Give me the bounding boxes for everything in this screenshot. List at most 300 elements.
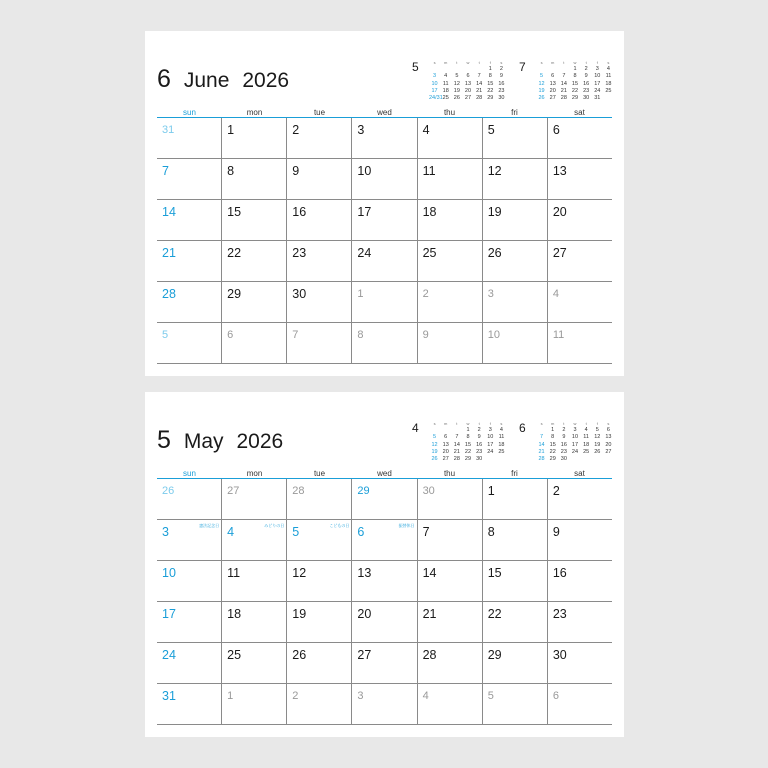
- mini-day: 15: [571, 80, 579, 87]
- mini-day: 5: [595, 427, 599, 434]
- mini-day: 13: [549, 80, 556, 87]
- day-cell: [286, 643, 351, 683]
- mini-day: [603, 95, 614, 102]
- mini-weekday: f: [596, 60, 598, 65]
- day-cell: [286, 561, 351, 601]
- week-row: [157, 282, 612, 323]
- mini-day: 28: [476, 95, 483, 102]
- day-cell: [221, 118, 286, 158]
- mini-day: 19: [594, 441, 601, 448]
- mini-day: 15: [549, 441, 556, 448]
- mini-day: [592, 456, 603, 463]
- day-number: 14: [422, 566, 437, 580]
- mini-day: [496, 456, 507, 463]
- day-number: 27: [357, 648, 372, 662]
- day-cell: [351, 159, 416, 199]
- mini-day: 31: [594, 95, 601, 102]
- day-cell: [351, 241, 416, 281]
- mini-calendar-table: [536, 59, 614, 102]
- mini-month-label: 5: [412, 60, 419, 74]
- weekday-header: wed: [377, 469, 392, 478]
- day-number: 1: [227, 690, 234, 702]
- week-row: [157, 479, 612, 520]
- mini-day: 29: [464, 456, 472, 463]
- mini-weekday: w: [573, 60, 577, 65]
- mini-day: 21: [538, 448, 545, 455]
- mini-day: [536, 427, 547, 434]
- mini-calendar-prev: [412, 59, 507, 102]
- mini-day: 7: [455, 434, 459, 441]
- mini-day: 16: [560, 441, 567, 448]
- day-cell: [417, 520, 482, 560]
- mini-weekday: f: [489, 60, 491, 65]
- day-number: 2: [292, 690, 299, 702]
- day-number: 5: [487, 690, 494, 702]
- day-number: 20: [357, 607, 372, 621]
- mini-day: 11: [605, 73, 612, 80]
- day-number: 18: [422, 205, 437, 219]
- month-name: June: [183, 69, 230, 92]
- day-cell: [482, 520, 547, 560]
- day-cell: [417, 241, 482, 281]
- day-cell: [417, 323, 482, 363]
- week-row: [157, 684, 612, 725]
- mini-day: [581, 456, 592, 463]
- day-cell: [351, 643, 416, 683]
- day-number: 18: [227, 607, 242, 621]
- day-cell: [417, 200, 482, 240]
- day-cell: [482, 561, 547, 601]
- day-cell: [417, 118, 482, 158]
- mini-calendar-table: [429, 420, 507, 463]
- mini-weekday: t: [585, 60, 587, 65]
- weekday-header: thu: [443, 108, 456, 117]
- mini-day: 7: [540, 434, 544, 441]
- calendar-sheet-may: [145, 392, 624, 737]
- mini-day: 17: [571, 441, 579, 448]
- day-number: 10: [357, 164, 372, 178]
- mini-day: 20: [549, 87, 556, 94]
- mini-day: 1: [466, 427, 470, 434]
- mini-day: 8: [488, 73, 492, 80]
- day-number: 20: [552, 205, 567, 219]
- mini-day: [474, 66, 485, 73]
- week-row: [157, 159, 612, 200]
- day-cell: [547, 602, 612, 642]
- day-number: 6: [357, 525, 365, 539]
- mini-calendar-next: [519, 420, 614, 463]
- mini-day: 15: [487, 80, 494, 87]
- day-cell: [157, 643, 221, 683]
- mini-day: 18: [583, 441, 590, 448]
- mini-day: 27: [464, 95, 472, 102]
- mini-day: 29: [571, 95, 579, 102]
- mini-day: 11: [498, 434, 505, 441]
- year: 2026: [242, 69, 290, 92]
- month-name: May: [183, 430, 224, 453]
- mini-weekday: f: [489, 421, 491, 426]
- day-cell: [417, 684, 482, 724]
- mini-day: [558, 66, 569, 73]
- mini-day: 3: [595, 66, 599, 73]
- mini-day: 21: [560, 87, 567, 94]
- day-cell: [351, 684, 416, 724]
- day-cell: [286, 479, 351, 519]
- mini-weekday: w: [466, 60, 470, 65]
- holiday-cell: [351, 520, 416, 560]
- month-grid: [157, 470, 612, 725]
- day-cell: [482, 643, 547, 683]
- mini-day: [451, 427, 462, 434]
- calendar-title: [157, 426, 283, 455]
- day-cell: [221, 282, 286, 322]
- day-cell: [157, 323, 221, 363]
- day-cell: [286, 159, 351, 199]
- mini-day: 12: [538, 80, 545, 87]
- mini-day: 21: [476, 87, 483, 94]
- day-number: 8: [227, 164, 235, 178]
- day-number: 13: [357, 566, 372, 580]
- day-cell: [482, 159, 547, 199]
- day-cell: [286, 282, 351, 322]
- day-cell: [286, 118, 351, 158]
- mini-day: 18: [605, 80, 612, 87]
- mini-day: 15: [464, 441, 472, 448]
- day-cell: [286, 241, 351, 281]
- mini-day: 30: [560, 456, 567, 463]
- mini-weekday: s: [433, 60, 436, 65]
- mini-calendar-next: [519, 59, 614, 102]
- day-cell: [221, 684, 286, 724]
- day-number: 12: [487, 164, 502, 178]
- mini-weekday: w: [466, 421, 470, 426]
- mini-day: 4: [584, 427, 588, 434]
- mini-day: [429, 66, 440, 73]
- day-number: 29: [227, 287, 242, 301]
- mini-day: 30: [498, 95, 505, 102]
- mini-day: [569, 456, 580, 463]
- mini-day: 25: [442, 95, 449, 102]
- week-row: [157, 602, 612, 643]
- day-cell: [286, 323, 351, 363]
- year: 2026: [236, 430, 284, 453]
- mini-day: 10: [594, 73, 601, 80]
- day-cell: [221, 159, 286, 199]
- mini-day: 2: [562, 427, 566, 434]
- day-number: 22: [227, 246, 242, 260]
- mini-day: 20: [605, 441, 612, 448]
- mini-day: 10: [431, 80, 438, 87]
- mini-weekday: t: [456, 421, 458, 426]
- day-number: 30: [292, 287, 307, 301]
- mini-day: 5: [433, 434, 437, 441]
- day-cell: [547, 159, 612, 199]
- mini-day: 13: [464, 80, 472, 87]
- day-cell: [286, 200, 351, 240]
- day-cell: [221, 561, 286, 601]
- day-cell: [482, 200, 547, 240]
- calendar-sheet-june: [145, 31, 624, 376]
- mini-day: 7: [562, 73, 566, 80]
- mini-day: [440, 66, 451, 73]
- day-number: 11: [552, 329, 565, 341]
- mini-day: 14: [453, 441, 460, 448]
- day-cell: [482, 241, 547, 281]
- day-cell: [286, 684, 351, 724]
- mini-day: 22: [487, 87, 494, 94]
- day-cell: [547, 282, 612, 322]
- mini-day: 11: [583, 434, 589, 441]
- mini-day: 23: [498, 87, 505, 94]
- day-cell: [351, 200, 416, 240]
- mini-day: 23: [560, 448, 567, 455]
- week-row: [157, 200, 612, 241]
- mini-day: 3: [488, 427, 492, 434]
- mini-day: 23: [583, 87, 590, 94]
- mini-day: 19: [431, 448, 438, 455]
- day-number: 25: [227, 648, 242, 662]
- day-number: 3: [357, 690, 364, 702]
- weekday-header: sat: [574, 108, 585, 117]
- mini-day: 18: [498, 441, 505, 448]
- mini-day: 28: [453, 456, 460, 463]
- mini-day: [462, 66, 473, 73]
- mini-day: 14: [476, 80, 483, 87]
- mini-day: 29: [487, 95, 494, 102]
- mini-day: 27: [605, 448, 612, 455]
- day-number: 30: [422, 485, 435, 497]
- day-number: 5: [292, 525, 300, 539]
- day-number: 9: [422, 329, 429, 341]
- day-number: 31: [162, 124, 175, 136]
- weekday-header: wed: [377, 108, 392, 117]
- mini-day: 19: [538, 87, 545, 94]
- mini-weekday: t: [563, 60, 565, 65]
- mini-day: 11: [442, 80, 449, 87]
- day-cell: [157, 118, 221, 158]
- month-grid: [157, 109, 612, 364]
- day-number: 31: [162, 689, 176, 703]
- mini-day: 3: [573, 427, 577, 434]
- holiday-name: こどもの日: [329, 523, 350, 528]
- day-cell: [547, 684, 612, 724]
- day-number: 19: [487, 205, 502, 219]
- mini-weekday: m: [444, 60, 448, 65]
- day-cell: [157, 479, 221, 519]
- day-cell: [351, 282, 416, 322]
- mini-calendar-table: [536, 420, 614, 463]
- day-number: 26: [292, 648, 307, 662]
- day-number: 1: [227, 123, 235, 137]
- mini-day: 16: [476, 441, 483, 448]
- mini-day: 25: [498, 448, 505, 455]
- day-number: 11: [422, 164, 436, 178]
- mini-day: 8: [466, 434, 470, 441]
- day-cell: [482, 479, 547, 519]
- mini-day: 20: [442, 448, 449, 455]
- mini-day: 26: [594, 448, 601, 455]
- day-number: 10: [487, 329, 500, 341]
- mini-day: 9: [584, 73, 588, 80]
- calendar-title: [157, 65, 289, 94]
- mini-day: 20: [464, 87, 472, 94]
- mini-day: 10: [571, 434, 579, 441]
- mini-weekday: t: [478, 60, 480, 65]
- mini-day: 16: [498, 80, 505, 87]
- mini-day: 26: [431, 456, 438, 463]
- mini-calendar-table: [429, 59, 507, 102]
- day-cell: [157, 561, 221, 601]
- day-cell: [157, 241, 221, 281]
- mini-day: 17: [594, 80, 601, 87]
- weekday-header: mon: [246, 469, 263, 478]
- mini-day: 2: [477, 427, 481, 434]
- day-cell: [221, 200, 286, 240]
- mini-day: 2: [584, 66, 588, 73]
- mini-day: 10: [487, 434, 494, 441]
- day-cell: [221, 241, 286, 281]
- day-number: 7: [162, 164, 169, 178]
- mini-day: 12: [594, 434, 601, 441]
- week-row: [157, 118, 612, 159]
- mini-day: [547, 66, 558, 73]
- day-number: 29: [487, 648, 502, 662]
- holiday-name: みどりの日: [264, 523, 285, 528]
- holiday-cell: [157, 520, 221, 560]
- mini-day: 4: [499, 427, 503, 434]
- day-number: 24: [357, 246, 372, 260]
- holiday-cell: [351, 479, 416, 519]
- day-cell: [157, 602, 221, 642]
- day-cell: [417, 643, 482, 683]
- day-number: 15: [487, 566, 502, 580]
- mini-day: 30: [476, 456, 483, 463]
- mini-day: 25: [583, 448, 590, 455]
- day-number: 23: [552, 607, 567, 621]
- mini-weekday: f: [596, 421, 598, 426]
- mini-weekday: t: [478, 421, 480, 426]
- day-cell: [547, 479, 612, 519]
- day-number: 3: [357, 123, 365, 137]
- mini-day: 1: [551, 427, 555, 434]
- mini-weekday: t: [585, 421, 587, 426]
- mini-day: 14: [560, 80, 567, 87]
- day-number: 19: [292, 607, 307, 621]
- holiday-cell: [286, 520, 351, 560]
- mini-month-label: 6: [519, 421, 526, 435]
- weekday-header: thu: [443, 469, 456, 478]
- mini-day: 8: [573, 73, 577, 80]
- day-cell: [221, 602, 286, 642]
- mini-weekday: s: [607, 421, 610, 426]
- mini-day: [485, 456, 496, 463]
- day-number: 4: [422, 690, 429, 702]
- mini-day: 13: [605, 434, 612, 441]
- day-number: 28: [162, 287, 176, 301]
- day-number: 30: [552, 648, 567, 662]
- mini-weekday: m: [551, 60, 555, 65]
- mini-day: 21: [453, 448, 460, 455]
- day-cell: [221, 643, 286, 683]
- mini-day: 29: [549, 456, 556, 463]
- day-cell: [157, 684, 221, 724]
- day-cell: [417, 479, 482, 519]
- mini-weekday: s: [540, 421, 543, 426]
- mini-day: 9: [562, 434, 566, 441]
- holiday-name: 憲法記念日: [199, 523, 220, 528]
- day-number: 8: [487, 525, 495, 539]
- day-cell: [547, 323, 612, 363]
- day-number: 9: [552, 525, 560, 539]
- mini-day: 6: [466, 73, 470, 80]
- mini-day: 26: [538, 95, 545, 102]
- mini-day: 8: [551, 434, 555, 441]
- weekday-header-row: [157, 109, 612, 118]
- day-cell: [482, 282, 547, 322]
- day-number: 28: [292, 485, 305, 497]
- mini-day: 17: [487, 441, 494, 448]
- mini-day: 7: [477, 73, 481, 80]
- week-row: [157, 561, 612, 602]
- day-number: 10: [162, 566, 176, 580]
- mini-day: 4: [444, 73, 448, 80]
- day-cell: [351, 118, 416, 158]
- day-cell: [482, 684, 547, 724]
- day-number: 8: [357, 329, 364, 341]
- day-cell: [482, 118, 547, 158]
- mini-day: 24: [487, 448, 494, 455]
- mini-weekday: s: [500, 60, 503, 65]
- month-number: 5: [157, 426, 171, 454]
- mini-day: [603, 456, 614, 463]
- weekday-header: sun: [183, 108, 196, 117]
- mini-weekday: w: [573, 421, 577, 426]
- day-number: 16: [292, 205, 307, 219]
- mini-day: 1: [488, 66, 492, 73]
- day-cell: [157, 159, 221, 199]
- day-number: 26: [162, 485, 175, 497]
- mini-day: 22: [464, 448, 472, 455]
- mini-weekday: t: [456, 60, 458, 65]
- week-row: [157, 643, 612, 684]
- day-cell: [351, 323, 416, 363]
- mini-day: 17: [431, 87, 438, 94]
- mini-day: 27: [549, 95, 556, 102]
- mini-day: 19: [453, 87, 460, 94]
- mini-day: [429, 427, 440, 434]
- day-number: 6: [227, 329, 234, 341]
- mini-day: 25: [605, 87, 612, 94]
- day-number: 27: [227, 485, 240, 497]
- mini-day: 9: [499, 73, 503, 80]
- day-cell: [547, 241, 612, 281]
- weekday-header: sun: [183, 469, 196, 478]
- mini-day: 18: [442, 87, 449, 94]
- mini-day: 5: [455, 73, 459, 80]
- day-number: 6: [552, 123, 560, 137]
- holiday-cell: [221, 520, 286, 560]
- day-number: 7: [422, 525, 430, 539]
- day-cell: [482, 602, 547, 642]
- mini-weekday: s: [433, 421, 436, 426]
- mini-day: [440, 427, 451, 434]
- day-number: 25: [422, 246, 437, 260]
- day-cell: [482, 323, 547, 363]
- day-number: 21: [162, 246, 176, 260]
- mini-day: 4: [606, 66, 610, 73]
- week-row: [157, 520, 612, 561]
- weekday-header-row: [157, 470, 612, 479]
